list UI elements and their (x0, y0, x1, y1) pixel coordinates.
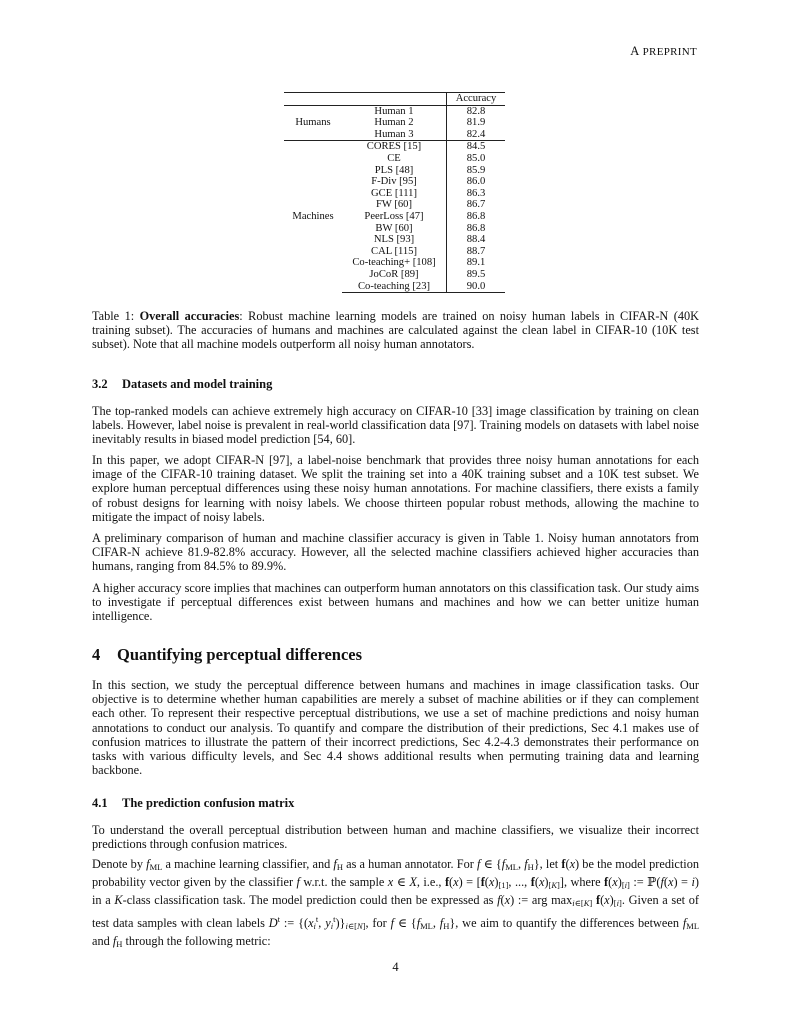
model-name: Human 1 (342, 105, 447, 117)
paragraph: A higher accuracy score implies that machines can outperform human annotators on this classification task. Our study aims to investigate if perceptual differences exist between humans and machines and how we can better unitize human intelligence. (92, 581, 699, 624)
accuracy-value: 86.3 (466, 187, 486, 199)
accuracy-value: 90.0 (447, 281, 506, 293)
accuracy-value: 86.8 (466, 222, 486, 234)
paragraph: The top-ranked models can achieve extremely high accuracy on CIFAR-10 [33] image classification by training on clean labels. However, label noise is prevalent in real-world classification data [97]. Training models on datasets with label noise inevitably results in biased model prediction [54, 60]. (92, 404, 699, 447)
accuracy-value: 86.0 (466, 176, 486, 188)
accuracy-value: 82.8 (447, 105, 506, 117)
machines-group-label: Machines (284, 141, 342, 293)
accuracy-value: 88.7 (466, 245, 486, 257)
model-name: NLS [93] (342, 234, 447, 246)
paragraph: A preliminary comparison of human and machine classifier accuracy is given in Table 1. Noisy human annotators from CIFAR-N achieve 81.9-82.8% accuracy. However, all the selected machine classifiers achieved higher accuracies than humans, ranging from 84.5% to 89.9%. (92, 531, 699, 574)
model-name: Co-teaching+ [108] (342, 257, 447, 269)
paragraph: In this paper, we adopt CIFAR-N [97], a label-noise benchmark that provides three noisy human annotations for each image of the CIFAR-10 training dataset. We split the training set into a 40K training subset and a 10K test subset. We explore human perceptual differences using these noisy human annotations. For machine classifiers, there exists a family of robust designs for learning with noisy labels. We choose thirteen popular robust methods, allowing the machine to mitigate the impact of noisy labels. (92, 453, 699, 524)
paragraph: To understand the overall perceptual distribution between human and machine classifiers, we visualize their incorrect predictions through confusion matrices. (92, 823, 699, 852)
accuracy-value: 82.4 (466, 128, 486, 140)
model-name: Human 3 (342, 129, 447, 141)
accuracy-value: 81.9 (466, 117, 486, 129)
paragraph: In this section, we study the perceptual difference between humans and machines in image classification tasks. Our objective is to determine whether human capabilities are merely a subset of machine abilities or if they can complement each other. To represent their respective perceptual distributions, we use a set of machine predictions and noisy human annotations to conduct our analysis. To quantify and compare the distribution of their predictions, Sec 4.1 makes use of confusion matrices to illustrate the pattern of their incorrect predictions, Sec 4.2-4.3 demonstrates their performance on tasks with various difficulty levels, and Sec 4.4 shows additional results when permuting training data and learning backbone. (92, 678, 699, 778)
running-header: A PREPRINT (630, 44, 697, 58)
table-header-row (284, 93, 505, 106)
section-heading-3-2: 3.2 Datasets and model training (92, 377, 273, 391)
page-number: 4 (392, 960, 399, 974)
caption-bold: Overall accuracies (139, 309, 240, 323)
humans-group-label: Humans (284, 105, 342, 141)
accuracy-value: 85.0 (466, 152, 486, 164)
accuracy-table (284, 92, 505, 293)
accuracy-column-header: Accuracy (447, 93, 506, 106)
math-paragraph: Denote by $f_{ML}$ a machine learning classifier, and $f_H$ as a human annotator. For f ∈ {$f_{ML}$, $f_H$}, let f(x) be the model prediction probability vector given by the classifier f w.r.t. the sample x ∈ X, i.e., $f(x) = [f(x)_{[1]}$, ..., $f(x)_{[K]}$], where $f(x)_{[i]}$ := ℙ(f(x) = i) in a K-class classification task. The model prediction could then be expressed as f(x) := arg $\max_{i\in[K]} f(x)_{[i]}$. Given a set of test data samples with clean labels $D^t$ := {($x_i^t$, $y_i^t)\}_{i\in[N]}$, for f ∈ {$f_{ML}$, $f_H$}, we aim to quantify the differences between $f_{ML}$ and $f_H$ through the following metric: (92, 857, 700, 949)
accuracy-value: 86.7 (466, 199, 486, 211)
model-name: CORES [15] (342, 141, 447, 153)
table-row (284, 105, 505, 117)
model-name: CAL [115] (342, 246, 447, 258)
model-name: BW [60] (342, 223, 447, 235)
table-caption: Table 1: Overall accuracies: Robust machine learning models are trained on noisy human labels in CIFAR-N (40K training subset). The accuracies of humans and machines are calculated against the clean label in CIFAR-10 (10K test subset). Note that all machine models outperform all noisy human annotators. (92, 309, 700, 352)
accuracy-value: 84.5 (447, 141, 506, 153)
model-name: F-Div [95] (342, 176, 447, 188)
model-name: FW [60] (342, 199, 447, 211)
accuracy-value: 85.9 (466, 164, 486, 176)
model-name: CE (342, 153, 447, 165)
model-name: Human 2 (342, 117, 447, 129)
section-heading-4: 4 Quantifying perceptual differences (92, 645, 363, 664)
accuracy-value: 89.1 (466, 257, 486, 269)
model-name: PLS [48] (342, 165, 447, 177)
model-name: GCE [111] (342, 188, 447, 200)
model-name: Co-teaching [23] (342, 281, 447, 293)
table-row (284, 141, 505, 153)
model-name: PeerLoss [47] (342, 211, 447, 223)
section-heading-4-1: 4.1 The prediction confusion matrix (92, 796, 295, 810)
accuracy-value: 88.4 (466, 234, 486, 246)
accuracy-value: 89.5 (466, 268, 486, 280)
model-name: JoCoR [89] (342, 269, 447, 281)
accuracy-value: 86.8 (466, 210, 486, 222)
